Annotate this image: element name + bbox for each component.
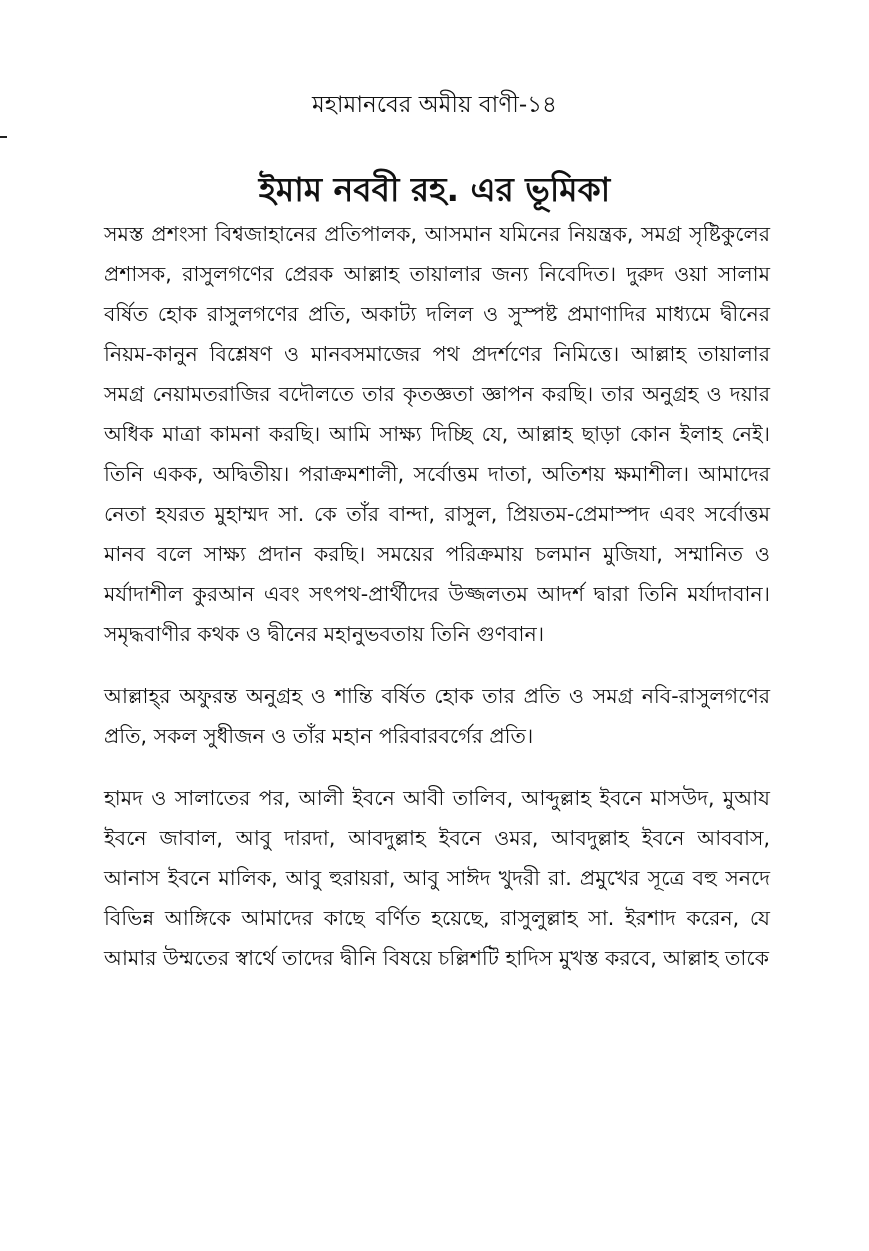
- body-text: [104, 214, 770, 1000]
- running-header: মহামানবের অমীয় বাণী-১৪: [312, 92, 557, 118]
- paragraph-2: আল্লাহ্‌র অফুরন্ত অনুগ্রহ ও শান্তি বর্ষিত হোক তার প্রতি ও সমগ্র নবি-রাসুলগণের প্রতি, সকল সুধীজন ও তাঁর মহান পরিবারবর্গের প্রতি।: [104, 684, 770, 748]
- paragraph-3: হামদ ও সালাতের পর, আলী ইবনে আবী তালিব, আব্দুল্লাহ ইবনে মাসউদ, মুআয ইবনে জাবাল, আবু দারদা, আবদুল্লাহ ইবনে ওমর, আবদুল্লাহ ইবনে আববাস, আনাস ইবনে মালিক, আবু হুরায়রা, আবু সাঈদ খুদরী রা. প্রমুখের সূত্রে বহু সনদে বিভিন্ন আঙ্গিকে আমাদের কাছে বর্ণিত হয়েছে, রাসুলুল্লাহ সা. ইরশাদ করেন, যে আমার উম্মতের স্বার্থে তাদের দ্বীনি বিষয়ে চল্লিশটি হাদিস মুখস্ত করবে, আল্লাহ তাকে: [104, 786, 770, 970]
- page-edge-mark: [0, 136, 7, 138]
- chapter-title: ইমাম নববী রহ. এর ভূমিকা: [258, 170, 611, 209]
- paragraph-1: সমস্ত প্রশংসা বিশ্বজাহানের প্রতিপালক, আসমান যমিনের নিয়ন্ত্রক, সমগ্র সৃষ্টিকুলের প্রশাসক, রাসুলগণের প্রেরক আল্লাহ তায়ালার জন্য নিবেদিত। দুরুদ ওয়া সালাম বর্ষিত হোক রাসুলগণের প্রতি, অকাট্য দলিল ও সুস্পষ্ট প্রমাণাদির মাধ্যমে দ্বীনের নিয়ম-কানুন বিশ্লেষণ ও মানবসমাজের পথ প্রদর্শণের নিমিত্তে। আল্লাহ তায়ালার সমগ্র নেয়ামতরাজির বদৌলতে তার কৃতজ্ঞতা জ্ঞাপন করছি। তার অনুগ্রহ ও দয়ার অধিক মাত্রা কামনা করছি। আমি সাক্ষ্য দিচ্ছি যে, আল্লাহ ছাড়া কোন ইলাহ নেই। তিনি একক, অদ্বিতীয়। পরাক্রমশালী, সর্বোত্তম দাতা, অতিশয় ক্ষমাশীল। আমাদের নেতা হযরত মুহাম্মদ সা. কে তাঁর বান্দা, রাসুল, প্রিয়তম-প্রেমাস্পদ এবং সর্বোত্তম মানব বলে সাক্ষ্য প্রদান করছি। সময়ের পরিক্রমায় চলমান মুজিযা, সম্মানিত ও মর্যাদাশীল কুরআন এবং সৎপথ-প্রার্থীদের উজ্জলতম আদর্শ দ্বারা তিনি মর্যাদাবান। সমৃদ্ধবাণীর কথক ও দ্বীনের মহানুভবতায় তিনি গুণবান।: [104, 222, 770, 646]
